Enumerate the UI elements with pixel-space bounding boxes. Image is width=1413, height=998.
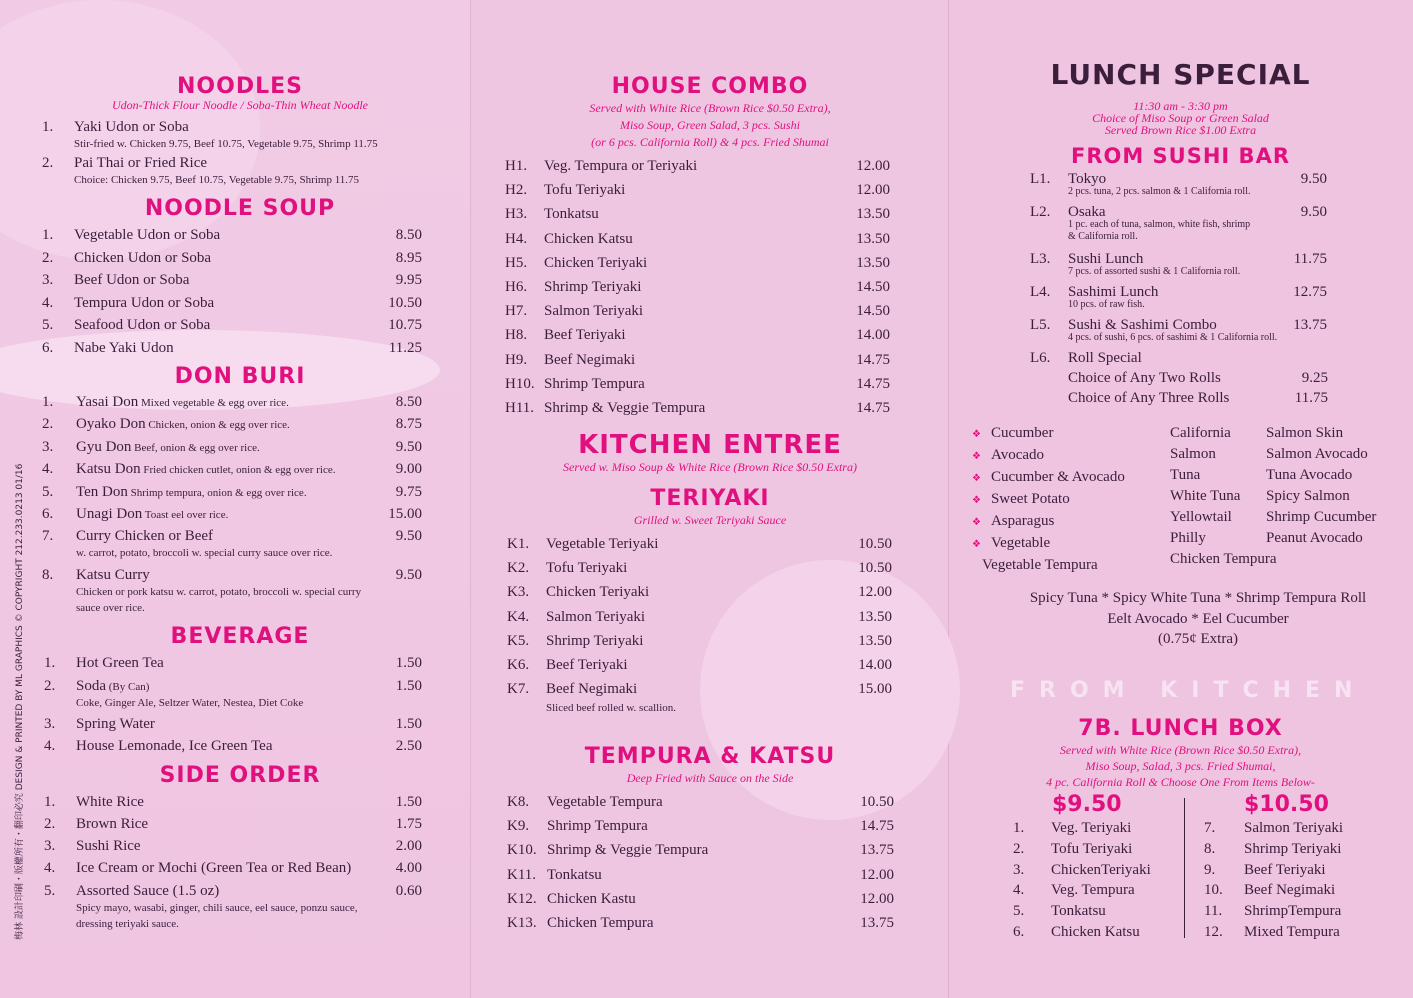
roll-item	[972, 467, 1125, 489]
item-price: 15.00	[858, 681, 892, 698]
house-combo-sub-2: Miso Soup, Green Salad, 3 pcs. Sushi	[620, 118, 800, 132]
item-name: Shrimp & Veggie Tempura	[544, 400, 706, 416]
item-name: Mixed Tempura	[1244, 924, 1340, 940]
roll-name: Cucumber	[990, 425, 1054, 441]
item-name: Chicken Teriyaki	[544, 254, 648, 271]
item-price: 10.50	[858, 560, 892, 577]
item-price: 12.00	[858, 584, 892, 601]
curry-desc: w. carrot, potato, broccoli w. special curry sauce over rice.	[76, 547, 333, 559]
kitchen-entree-title: KITCHEN ENTREE	[578, 430, 842, 460]
item-number: 2.	[1013, 840, 1025, 857]
item-number: 12.	[1204, 924, 1223, 940]
roll-item	[1266, 444, 1376, 465]
item-number: 5.	[42, 484, 54, 500]
extra-rolls-price: (0.75¢ Extra)	[1158, 631, 1238, 647]
item-name: Veg. Tempura	[1051, 882, 1135, 899]
roll-item	[1266, 465, 1376, 486]
roll-item	[1170, 528, 1277, 549]
item-name: Tofu Teriyaki	[1051, 840, 1133, 857]
item-name: Unagi Don Toast eel over rice.	[76, 506, 229, 522]
item-number: 1.	[44, 794, 56, 810]
roll-name: California	[1170, 425, 1231, 441]
item-price: 2.50	[395, 738, 422, 754]
item-number: 5.	[44, 883, 56, 899]
teriyaki-title: TERIYAKI	[650, 486, 770, 511]
item-name: Tempura Udon or Soba	[74, 294, 215, 311]
item-price: 12.00	[860, 866, 894, 883]
roll-name: Tuna	[1170, 467, 1201, 483]
roll-name: Avocado	[990, 447, 1045, 463]
item-desc: 4 pcs. of sushi, 6 pcs. of sashimi & 1 California roll.	[1068, 332, 1278, 343]
extra-rolls-1: Spicy Tuna * Spicy White Tuna * Shrimp Tempura Roll	[1029, 590, 1367, 606]
item-number: 4.	[42, 294, 54, 311]
item-number: H2.	[505, 182, 528, 199]
item-number: K7.	[507, 681, 530, 698]
roll-item	[1266, 507, 1376, 528]
roll-item	[1266, 423, 1376, 444]
item-name: Beef Negimaki	[1244, 882, 1336, 899]
item-name: Tonkatsu	[544, 206, 599, 223]
item-note: Chicken, onion & egg over rice.	[145, 419, 290, 431]
item-number: 3.	[1013, 861, 1025, 878]
noodles-subtitle: Udon-Thick Flour Noodle / Soba-Thin Wheat Noodle	[112, 98, 368, 112]
roll-name: White Tuna	[1170, 488, 1241, 504]
item-price: 9.00	[395, 461, 422, 477]
item-price: 12.75	[1293, 284, 1327, 300]
item-name: Ten Don Shrimp tempura, onion & egg over rice.	[76, 484, 307, 500]
item-number: H10.	[505, 375, 535, 392]
item-price: 1.50	[395, 794, 422, 810]
item-price: 1.50	[395, 655, 422, 671]
item-name: Veg. Tempura or Teriyaki	[544, 158, 698, 174]
item-number: 2.	[44, 816, 56, 832]
roll-name: Vegetable Tempura	[982, 557, 1098, 573]
item-desc: 2 pcs. tuna, 2 pcs. salmon & 1 California roll.	[1068, 186, 1251, 197]
item-name: Brown Rice	[76, 816, 149, 832]
item-name: Katsu Don Fried chicken cutlet, onion & egg over rice.	[76, 461, 336, 477]
item-name: Chicken Katsu	[544, 230, 633, 247]
item-price: 13.50	[858, 632, 892, 649]
item-price: 14.00	[858, 657, 892, 673]
item-number: H7.	[505, 303, 528, 320]
item-name: Assorted Sauce (1.5 oz)	[76, 883, 220, 899]
item-name: Sashimi Lunch	[1068, 284, 1159, 300]
item-name: Beef Negimaki	[544, 351, 636, 368]
lunch-box-title: 7B. LUNCH BOX	[1078, 716, 1283, 741]
item-name: Beef Teriyaki	[1244, 861, 1326, 878]
item-number: 8.	[1204, 840, 1216, 857]
item-number: 1.	[44, 655, 56, 671]
item-price: 13.50	[856, 206, 890, 223]
item-number: 2.	[44, 678, 56, 694]
item-price: 9.50	[1300, 171, 1327, 187]
item-number: 3.	[42, 272, 54, 288]
roll-list-3	[1266, 423, 1376, 549]
item-number: H1.	[505, 158, 528, 174]
item-name: Osaka	[1068, 204, 1106, 220]
item-number: 5.	[1013, 903, 1025, 920]
item-name: Tokyo	[1068, 171, 1107, 187]
roll-item	[1170, 465, 1277, 486]
item-number: H8.	[505, 327, 528, 344]
item-number: L6.	[1030, 350, 1051, 366]
roll-item	[1266, 486, 1376, 507]
item-number: H4.	[505, 230, 528, 247]
item-name: Nabe Yaki Udon	[74, 339, 174, 356]
roll-name: Tuna Avocado	[1266, 467, 1353, 483]
item-number: 4.	[44, 738, 56, 754]
item-number: K9.	[507, 818, 530, 835]
item-price: 13.75	[1293, 317, 1327, 333]
item-name: Yasai Don Mixed vegetable & egg over rice.	[76, 394, 289, 410]
item-price: 1.50	[395, 678, 422, 694]
item-price: 8.50	[395, 394, 422, 410]
item-name: Tonkatsu	[547, 866, 602, 883]
item-name: Salmon Teriyaki	[546, 608, 646, 625]
item-note: (By Can)	[106, 681, 150, 693]
sushi-bar-title: FROM SUSHI BAR	[1070, 144, 1290, 168]
item-name: Salmon Teriyaki	[544, 303, 644, 320]
roll-item	[1170, 486, 1277, 507]
item-number: 1.	[42, 394, 54, 410]
item-price: 8.75	[395, 416, 422, 432]
item-price: 1.50	[395, 716, 422, 732]
lunch-box-sub-1: Served with White Rice (Brown Rice $0.50 Extra),	[1059, 743, 1302, 757]
item-name: Beef Udon or Soba	[74, 272, 190, 288]
lunch-box-divider	[1184, 798, 1185, 938]
roll-item	[972, 423, 1125, 445]
item-number: 4.	[42, 461, 54, 477]
diamond-icon: ❖	[972, 429, 981, 440]
roll-item	[1170, 507, 1277, 528]
item-price: 13.75	[860, 842, 894, 859]
roll-name: Salmon	[1170, 446, 1216, 462]
item-number: 10.	[1204, 882, 1223, 899]
roll-name: Cucumber & Avocado	[990, 469, 1125, 485]
item-name: Tofu Teriyaki	[544, 182, 626, 199]
item-price: 4.00	[395, 860, 422, 876]
item-number: 8.	[42, 567, 54, 583]
item-name: Shrimp Tempura	[547, 818, 648, 835]
item-number: 1.	[42, 227, 54, 243]
item-price: 2.00	[395, 838, 422, 854]
item-price: 13.50	[858, 608, 892, 625]
item-number: K13.	[507, 915, 537, 931]
roll-list-1	[972, 423, 1125, 577]
item-number: K12.	[507, 890, 537, 907]
item-name: Katsu Curry	[76, 567, 150, 583]
item-desc: Stir-fried w. Chicken 9.75, Beef 10.75, Vegetable 9.75, Shrimp 11.75	[74, 138, 378, 150]
item-number: 1.	[1013, 820, 1025, 836]
item-price: 10.50	[388, 294, 422, 311]
side-order-title: SIDE ORDER	[159, 763, 321, 788]
roll-item	[972, 511, 1125, 533]
item-name: Chicken Katsu	[1051, 924, 1140, 940]
item-name: White Rice	[76, 794, 144, 810]
item-name: ShrimpTempura	[1244, 903, 1342, 920]
item-number: K8.	[507, 794, 530, 810]
item-number: 7.	[42, 528, 54, 544]
item-price: 1.75	[395, 816, 422, 832]
item-name: Beef Teriyaki	[546, 657, 628, 673]
roll-name: Salmon Avocado	[1266, 446, 1368, 462]
item-name: Ice Cream or Mochi (Green Tea or Red Bean)	[76, 860, 352, 876]
roll-name: Spicy Salmon	[1266, 488, 1350, 504]
item-name: Shrimp & Veggie Tempura	[547, 842, 709, 859]
item-number: K2.	[507, 560, 530, 577]
item-price: 12.00	[856, 182, 890, 199]
item-number: 7.	[1204, 820, 1216, 836]
item-price: 9.50	[395, 567, 422, 583]
item-number: 11.	[1204, 903, 1223, 920]
item-price: 10.50	[858, 536, 892, 552]
extra-rolls-2: Eelt Avocado * Eel Cucumber	[1107, 611, 1289, 627]
item-note: Shrimp tempura, onion & egg over rice.	[127, 487, 307, 499]
roll-name: Philly	[1170, 530, 1206, 546]
item-name: House Lemonade, Ice Green Tea	[76, 738, 273, 754]
roll-name: Shrimp Cucumber	[1266, 509, 1377, 525]
item-desc: Choice: Chicken 9.75, Beef 10.75, Vegetable 9.75, Shrimp 11.75	[74, 174, 360, 186]
item-name: Salmon Teriyaki	[1244, 820, 1344, 836]
item-number: L5.	[1030, 317, 1051, 333]
item-desc: 7 pcs. of assorted sushi & 1 California roll.	[1068, 266, 1241, 277]
kitchen-entree-subtitle: Served w. Miso Soup & White Rice (Brown Rice $0.50 Extra)	[563, 460, 857, 474]
katsu-curry-desc-1: Chicken or pork katsu w. carrot, potato, broccoli w. special curry	[76, 586, 362, 598]
item-name: Chicken Udon or Soba	[74, 249, 212, 266]
noodle-soup-title: NOODLE SOUP	[144, 196, 336, 221]
item-name: Vegetable Tempura	[547, 794, 663, 810]
roll-item	[1170, 549, 1277, 570]
item-price: 11.75	[1293, 251, 1327, 267]
item-note: Mixed vegetable & egg over rice.	[138, 397, 289, 409]
from-kitchen-label: FROM KITCHEN	[1010, 678, 1367, 703]
item-note: Beef, onion & egg over rice.	[131, 442, 260, 454]
item-number: 5.	[42, 317, 54, 333]
item-price: 9.95	[395, 272, 422, 288]
roll-name: Peanut Avocado	[1266, 530, 1363, 546]
house-combo-sub-3: (or 6 pcs. California Roll) & 4 pcs. Fried Shumai	[591, 135, 829, 149]
price-tier-right: $10.50	[1244, 792, 1329, 817]
item-price: 14.75	[856, 400, 890, 416]
item-number: 4.	[1013, 882, 1025, 899]
item-number: K1.	[507, 536, 530, 552]
roll-item	[972, 489, 1125, 511]
item-name: Spring Water	[76, 716, 155, 732]
item-name: Roll Special	[1068, 350, 1142, 366]
item-name: Shrimp Teriyaki	[544, 279, 642, 295]
item-price: 10.75	[388, 317, 422, 333]
item-name: Vegetable Udon or Soba	[74, 227, 221, 243]
item-number: H11.	[505, 400, 535, 416]
item-name: Tofu Teriyaki	[546, 560, 628, 577]
roll-name: Vegetable	[990, 535, 1051, 551]
item-number: K10.	[507, 842, 537, 859]
tempura-katsu-subtitle: Deep Fried with Sauce on the Side	[626, 771, 794, 785]
item-number: K11.	[507, 866, 537, 883]
tempura-katsu-title: TEMPURA & KATSU	[584, 744, 836, 769]
item-number: L4.	[1030, 284, 1051, 300]
item-price: 9.75	[395, 484, 422, 500]
lunch-special-title: LUNCH SPECIAL	[1050, 58, 1311, 91]
item-price: 10.50	[860, 794, 894, 810]
diamond-icon: ❖	[972, 495, 981, 506]
item-price: 9.50	[1300, 204, 1327, 220]
item-price: 14.75	[860, 818, 894, 835]
beverage-title: BEVERAGE	[170, 624, 310, 649]
item-name: Oyako Don Chicken, onion & egg over rice.	[76, 416, 290, 432]
item-name: Sushi Lunch	[1068, 251, 1144, 267]
item-number: H6.	[505, 279, 528, 295]
roll-name: Salmon Skin	[1266, 425, 1344, 441]
house-combo-sub-1: Served with White Rice (Brown Rice $0.50 Extra),	[589, 101, 831, 115]
item-number: 3.	[42, 439, 54, 455]
item-number: 2.	[42, 249, 54, 266]
roll-item	[1170, 444, 1277, 465]
item-number: H5.	[505, 254, 528, 271]
item-note: Fried chicken cutlet, onion & egg over rice.	[140, 464, 336, 476]
item-name: Veg. Teriyaki	[1051, 820, 1132, 836]
lunch-box-sub-3: 4 pc. California Roll & Choose One From Items Below-	[1046, 775, 1315, 789]
item-number: L2.	[1030, 204, 1051, 220]
item-number: K6.	[507, 657, 530, 673]
lunch-sub-1: Choice of Miso Soup or Green Salad	[1092, 111, 1269, 125]
teriyaki-subtitle: Grilled w. Sweet Teriyaki Sauce	[633, 513, 787, 527]
diamond-icon: ❖	[972, 539, 981, 550]
item-price: 0.60	[395, 883, 422, 899]
item-number: 4.	[44, 860, 56, 876]
roll-name: Sweet Potato	[990, 491, 1070, 507]
item-name: Gyu Don Beef, onion & egg over rice.	[76, 439, 260, 455]
roll-item	[972, 533, 1125, 555]
negimaki-desc: Sliced beef rolled w. scallion.	[546, 702, 677, 714]
roll-item	[972, 555, 1125, 577]
item-price: 8.50	[395, 227, 422, 243]
item-name: Sushi & Sashimi Combo	[1068, 317, 1217, 333]
item-number: 3.	[44, 716, 56, 732]
item-price: 15.00	[388, 506, 422, 522]
item-name: Vegetable Teriyaki	[546, 536, 659, 552]
item-name: Sushi Rice	[76, 838, 141, 854]
item-price: 14.75	[856, 351, 890, 368]
item-name: Beef Teriyaki	[544, 327, 626, 344]
item-desc: & California roll.	[1068, 231, 1138, 242]
item-number: 9.	[1204, 861, 1216, 878]
item-name: Seafood Udon or Soba	[74, 317, 211, 333]
lunch-box-sub-2: Miso Soup, Salad, 3 pcs. Fried Shumai,	[1085, 759, 1276, 773]
item-price: 9.50	[395, 439, 422, 455]
roll-item	[1170, 423, 1277, 444]
item-price: 11.25	[388, 339, 422, 356]
item-number: L3.	[1030, 251, 1051, 267]
item-price: 8.95	[395, 249, 422, 266]
item-name: Beef Negimaki	[546, 681, 638, 698]
item-name: Soda (By Can)	[76, 678, 150, 694]
roll-name: Asparagus	[990, 513, 1055, 529]
item-price: 14.75	[856, 375, 890, 392]
item-name: Chicken Tempura	[547, 915, 654, 931]
sauce-desc-1: Spicy mayo, wasabi, ginger, chili sauce, eel sauce, ponzu sauce,	[76, 902, 358, 914]
item-number: K4.	[507, 608, 530, 625]
item-desc: 10 pcs. of raw fish.	[1068, 299, 1145, 310]
item-note: Toast eel over rice.	[142, 509, 229, 521]
lunch-hours: 11:30 am - 3:30 pm	[1133, 99, 1228, 113]
diamond-icon: ❖	[972, 473, 981, 484]
item-name: Tonkatsu	[1051, 903, 1106, 920]
item-number: K3.	[507, 584, 530, 601]
item-name: Curry Chicken or Beef	[76, 528, 214, 544]
roll-name: Chicken Tempura	[1170, 551, 1277, 567]
roll-item	[972, 445, 1125, 467]
item-number: 3.	[44, 838, 56, 854]
item-price: 12.00	[860, 890, 894, 907]
item-number: H9.	[505, 351, 528, 368]
don-buri-title: DON BURI	[174, 364, 306, 389]
soda-desc: Coke, Ginger Ale, Seltzer Water, Nestea, Diet Coke	[76, 697, 304, 709]
sauce-desc-2: dressing teriyaki sauce.	[76, 918, 179, 930]
item-number: 2.	[42, 416, 54, 432]
lunch-sub-2: Served Brown Rice $1.00 Extra	[1104, 123, 1257, 137]
item-name: Shrimp Tempura	[544, 375, 645, 392]
item-name: Shrimp Teriyaki	[1244, 840, 1342, 857]
item-number: 6.	[42, 506, 54, 522]
katsu-curry-desc-2: sauce over rice.	[76, 602, 145, 614]
item-number: 6.	[42, 339, 54, 356]
roll-name: Yellowtail	[1170, 509, 1232, 525]
item-price: 14.50	[856, 279, 890, 295]
roll-list-2	[1170, 423, 1277, 570]
item-name: ChickenTeriyaki	[1051, 861, 1151, 878]
item-number: H3.	[505, 206, 528, 223]
print-credit: 梅林 設計印刷・版權所有・翻印必究 DESIGN & PRINTED BY ML GRAPHICS © COPYRIGHT 212.233.0213 01/16	[15, 463, 25, 940]
item-number: K5.	[507, 632, 530, 649]
item-number: 6.	[1013, 924, 1025, 940]
noodles-title: NOODLES	[177, 74, 303, 99]
item-name: Hot Green Tea	[76, 655, 164, 671]
item-price: 14.00	[856, 327, 890, 344]
diamond-icon: ❖	[972, 517, 981, 528]
item-price: 9.50	[395, 528, 422, 544]
item-name: Chicken Kastu	[547, 890, 636, 907]
diamond-icon: ❖	[972, 451, 981, 462]
item-price: 14.50	[856, 303, 890, 320]
roll-item	[1266, 528, 1376, 549]
item-name: Chicken Teriyaki	[546, 584, 650, 601]
item-name: Shrimp Teriyaki	[546, 632, 644, 649]
item-price: 12.00	[856, 158, 890, 174]
item-price: 13.50	[856, 230, 890, 247]
item-number: L1.	[1030, 171, 1051, 187]
house-combo-title: HOUSE COMBO	[611, 74, 809, 99]
item-price: 13.75	[860, 915, 894, 931]
price-tier-left: $9.50	[1052, 792, 1122, 817]
item-desc: 1 pc. each of tuna, salmon, white fish, shrimp	[1068, 219, 1251, 230]
item-price: 13.50	[856, 254, 890, 271]
